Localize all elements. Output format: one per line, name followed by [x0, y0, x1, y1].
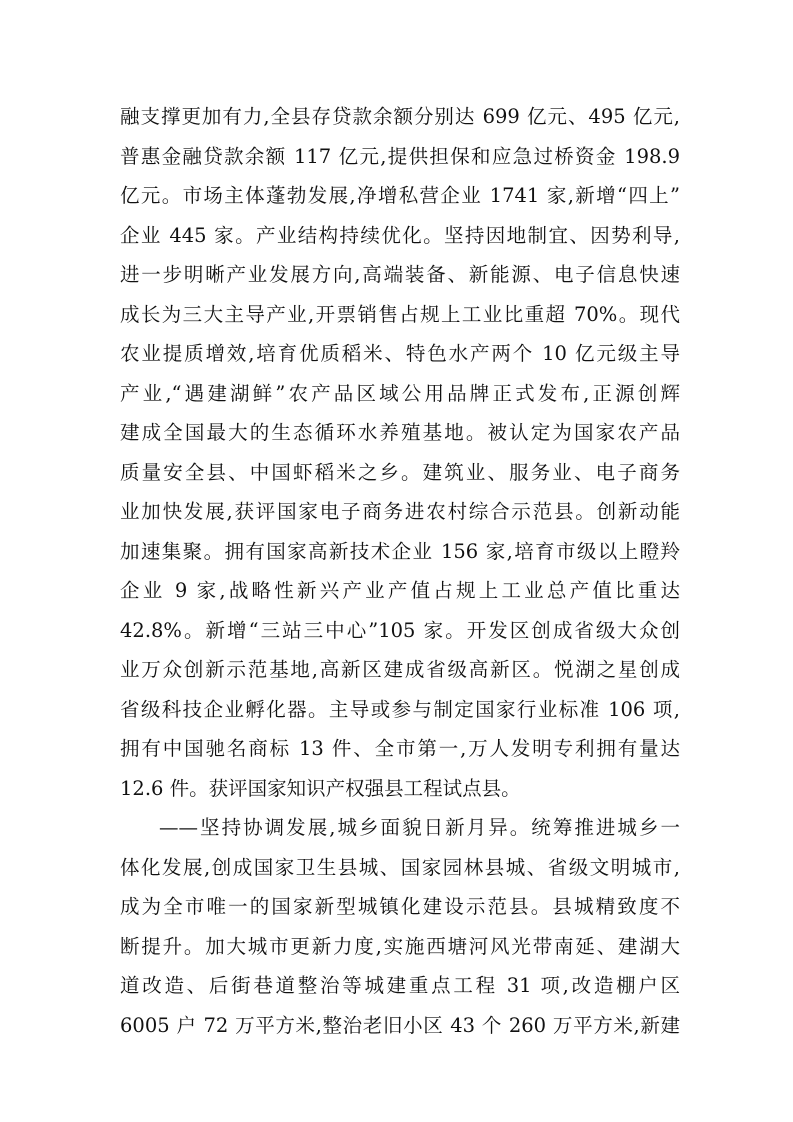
- text-line: 质量安全县、中国虾稻米之乡。建筑业、服务业、电子商务: [120, 460, 680, 484]
- text-line: 融支撑更加有力,全县存贷款余额分别达 699 亿元、495 亿元,: [120, 105, 680, 128]
- text-line: 成为全市唯一的国家新型城镇化建设示范县。县城精致度不: [120, 895, 680, 918]
- text-line: 建成全国最大的生态循环水养殖基地。被认定为国家农产品: [120, 421, 680, 444]
- text-line: 农业提质增效,培育优质稻米、特色水产两个 10 亿元级主导: [120, 342, 680, 365]
- text-line: 42.8%。新增“三站三中心”105 家。开发区创成省级大众创: [120, 618, 680, 642]
- text-line: 6005 户 72 万平方米,整治老旧小区 43 个 260 万平方米,新建: [120, 1013, 680, 1037]
- text-line: 企业 9 家,战略性新兴产业产值占规上工业总产值比重达: [120, 579, 680, 602]
- text-line: 断提升。加大城市更新力度,实施西塘河风光带南延、建湖大: [120, 934, 680, 958]
- text-line: 进一步明晰产业发展方向,高端装备、新能源、电子信息快速: [120, 263, 680, 286]
- text-line: 企业 445 家。产业结构持续优化。坚持因地制宜、因势利导,: [120, 223, 680, 247]
- text-line: 拥有中国驰名商标 13 件、全市第一,万人发明专利拥有量达: [120, 737, 680, 760]
- text-line: 成长为三大主导产业,开票销售占规上工业比重超 70%。现代: [120, 302, 680, 326]
- text-line: 产业,“遇建湖鲜”农产品区域公用品牌正式发布,正源创辉: [120, 381, 680, 405]
- text-line: 省级科技企业孵化器。主导或参与制定国家行业标准 106 项,: [120, 697, 680, 721]
- paragraph-start-line: ——坚持协调发展,城乡面貌日新月异。统筹推进城乡一: [159, 816, 680, 839]
- text-line: 业万众创新示范基地,高新区建成省级高新区。悦湖之星创成: [120, 658, 680, 681]
- text-line: 体化发展,创成国家卫生县城、国家园林县城、省级文明城市,: [120, 855, 680, 879]
- body-text: [120, 97, 680, 1045]
- text-line: 普惠金融贷款余额 117 亿元,提供担保和应急过桥资金 198.9: [120, 144, 680, 168]
- paragraph-end-line: 12.6 件。获评国家知识产权强县工程试点县。: [120, 776, 521, 800]
- text-line: 亿元。市场主体蓬勃发展,净增私营企业 1741 家,新增“四上”: [120, 184, 680, 207]
- text-line: 业加快发展,获评国家电子商务进农村综合示范县。创新动能: [120, 500, 680, 523]
- text-line: 加速集聚。拥有国家高新技术企业 156 家,培育市级以上瞪羚: [120, 539, 680, 563]
- text-line: 道改造、后街巷道整治等城建重点工程 31 项,改造棚户区: [120, 974, 680, 997]
